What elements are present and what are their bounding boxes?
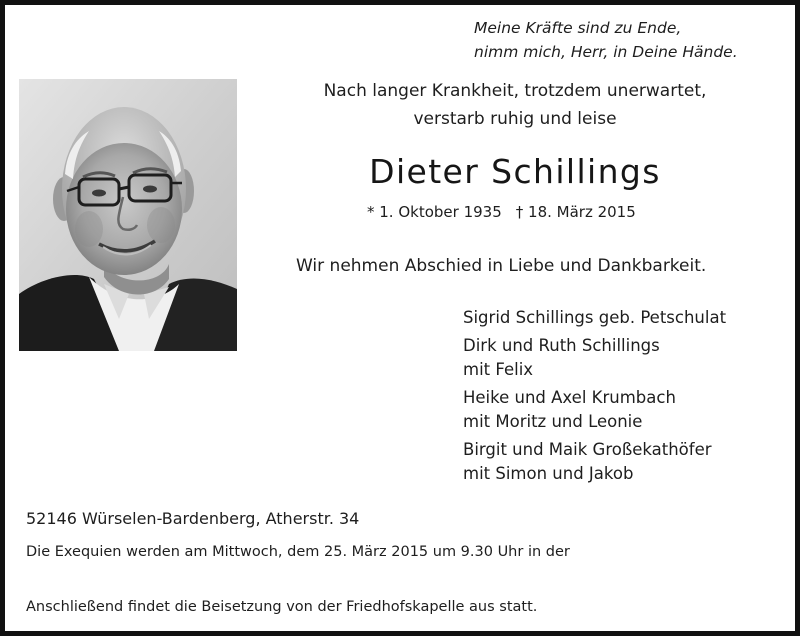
motto-verse: [474, 16, 738, 64]
deceased-name: Dieter Schillings: [369, 152, 661, 191]
intro-line-1: Nach langer Krankheit, trotzdem unerwartet,: [323, 81, 707, 101]
motto-line-2: nimm mich, Herr, in Deine Hände.: [474, 43, 738, 61]
mourner-name: Heike und Axel Krumbach: [463, 388, 676, 407]
birth-date: * 1. Oktober 1935: [367, 203, 502, 221]
mourner-children: mit Felix: [463, 360, 534, 379]
mourner-children: mit Moritz und Leonie: [463, 412, 643, 431]
life-dates: [367, 203, 636, 221]
mourner-name: Dirk und Ruth Schillings: [463, 336, 660, 355]
service-notice: Die Exequien werden am Mittwoch, dem 25. März 2015 um 9.30 Uhr in der: [26, 544, 570, 560]
mourner-entry: [463, 334, 726, 382]
mourner-name: Birgit und Maik Großekathöfer: [463, 440, 712, 459]
mourner-entry: [463, 438, 726, 486]
mourners-list: [463, 306, 726, 490]
mourner-entry: [463, 386, 726, 434]
death-date: † 18. März 2015: [515, 203, 636, 221]
intro-line-2: verstarb ruhig und leise: [413, 109, 617, 129]
mourner-entry: [463, 306, 726, 330]
farewell-text: Wir nehmen Abschied in Liebe und Dankbarkeit.: [296, 256, 707, 276]
mourner-children: mit Simon und Jakob: [463, 464, 634, 483]
mourner-name: Sigrid Schillings geb. Petschulat: [463, 308, 727, 327]
portrait-photo: [19, 79, 237, 351]
burial-notice: Anschließend findet die Beisetzung von der Friedhofskapelle aus statt.: [26, 599, 538, 615]
motto-line-1: Meine Kräfte sind zu Ende,: [474, 19, 682, 37]
address: 52146 Würselen-Bardenberg, Atherstr. 34: [26, 509, 360, 528]
